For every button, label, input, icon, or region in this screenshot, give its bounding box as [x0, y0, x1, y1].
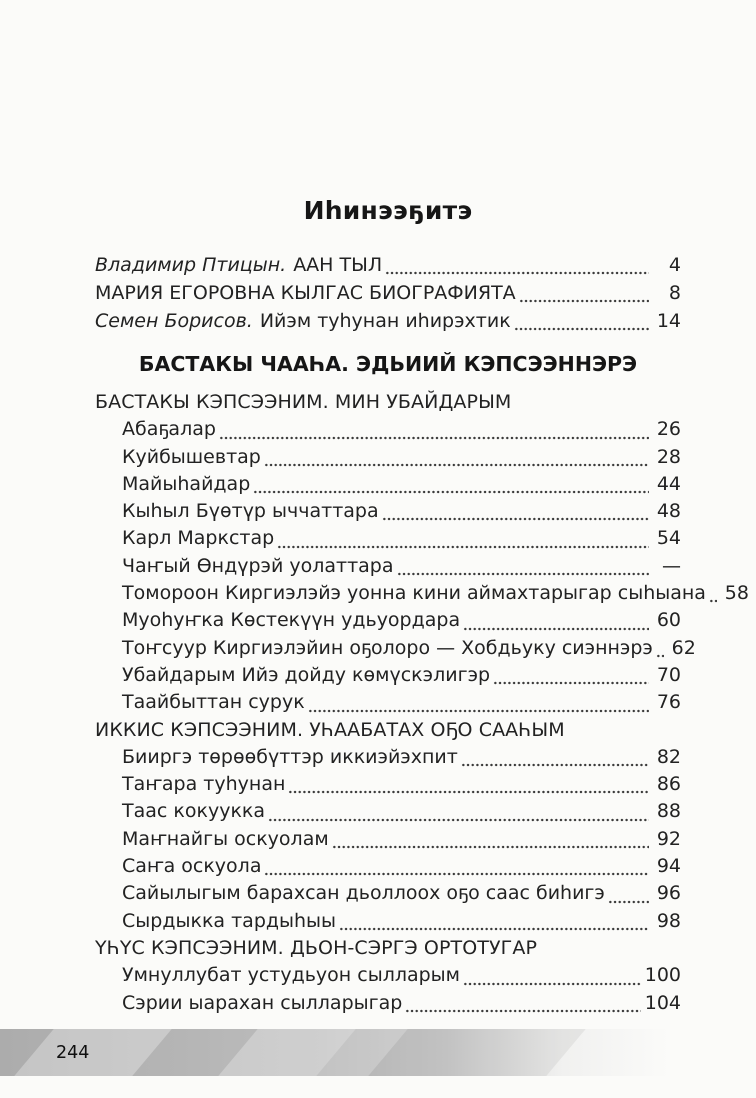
entry-label	[95, 307, 511, 335]
toc-entry-row	[95, 416, 681, 443]
toc-entry-row	[95, 826, 681, 853]
toc-entry-row	[95, 689, 681, 716]
toc-entry-row	[95, 853, 681, 880]
toc-entry-row	[95, 580, 749, 607]
entry-page-number: 48	[656, 500, 681, 523]
dot-leader	[461, 751, 649, 771]
toc-entry-row	[95, 607, 681, 634]
entry-page-number: 4	[668, 254, 681, 276]
footer-bar	[0, 1029, 720, 1076]
entry-title: Таҥара туһунан	[122, 773, 286, 796]
entry-title: Абаҕалар	[122, 418, 216, 441]
entry-title: Таайбыттан сурук	[122, 691, 305, 714]
entry-page-number: 96	[656, 882, 681, 905]
entry-page-number: 82	[656, 745, 681, 768]
entry-author: Семен Борисов.	[95, 310, 253, 332]
entry-title: ААН ТЫЛ	[293, 254, 383, 276]
entry-title: Майыһайдар	[122, 472, 251, 495]
toc-entry-row	[95, 553, 681, 580]
entry-title: Куйбышевтар	[122, 445, 261, 468]
toc-entry-row	[95, 251, 681, 279]
entry-title: Муоһуҥка Көстекүүн удьуордара	[122, 609, 461, 632]
dot-leader	[656, 642, 664, 662]
toc-entry-row	[95, 962, 681, 989]
toc-entry-row	[95, 662, 681, 689]
dot-leader	[405, 997, 640, 1017]
section-heading-row	[95, 935, 681, 962]
footer-stripe	[306, 1029, 596, 1076]
toc-entry-row	[95, 908, 681, 935]
toc-entry-row	[95, 444, 681, 471]
toc-entry-row	[95, 744, 681, 771]
toc-entry-row	[95, 471, 681, 498]
entry-title: Чаҥый Өндүрэй уолаттара	[122, 554, 394, 577]
toc-content	[95, 196, 749, 1017]
dot-leader	[519, 287, 649, 307]
toc-entry-row	[95, 990, 681, 1017]
dot-leader	[268, 806, 649, 826]
entry-label	[95, 279, 516, 307]
entry-title: МАРИЯ ЕГОРОВНА КЫЛГАС БИОГРАФИЯТА	[95, 282, 516, 304]
dot-leader	[385, 259, 649, 279]
dot-leader	[264, 860, 649, 880]
section-heading-row	[95, 717, 681, 744]
entry-page-number: 104	[644, 991, 681, 1014]
entry-page-number: 94	[656, 855, 681, 878]
dot-leader	[288, 778, 649, 798]
dot-leader	[277, 533, 649, 553]
dot-leader	[493, 669, 649, 689]
entry-page-number: 62	[671, 636, 696, 659]
entry-title: Кыһыл Бүөтүр ыччаттара	[122, 500, 379, 523]
entry-page-number: 26	[656, 418, 681, 441]
toc-entry-row	[95, 307, 681, 335]
entry-page-number: 92	[656, 827, 681, 850]
toc-entry-row	[95, 525, 681, 552]
entry-title: Сэрии ыарахан сылларыгар	[122, 991, 403, 1014]
entry-page-number: 86	[656, 773, 681, 796]
section-heading-row	[95, 389, 681, 416]
entry-page-number: 14	[656, 310, 681, 332]
entry-title: Ийэм туһунан иһирэхтик	[259, 310, 511, 332]
dot-leader	[463, 615, 649, 635]
entry-label	[95, 251, 382, 279]
dot-leader	[397, 560, 650, 580]
entry-title: Карл Маркстар	[122, 527, 275, 550]
entry-page-number: 100	[644, 964, 681, 987]
dot-leader	[463, 970, 641, 990]
toc-title: Иһинээҕитэ	[303, 196, 473, 225]
part-heading: БАСТАКЫ ЧААҺА. ЭДЬИИЙ КЭПСЭЭННЭРЭ	[138, 352, 638, 376]
toc-entry-row	[95, 279, 681, 307]
entry-title: Томороон Киргиэлэйэ уонна кини аймахтарыгар сыһыана	[122, 582, 706, 605]
dot-leader	[382, 505, 649, 525]
entry-title: Бииргэ төрөөбүттэр иккиэйэхпит	[122, 745, 458, 768]
entry-author: Владимир Птицын.	[95, 254, 287, 276]
entry-title: Таас кокуукка	[122, 800, 266, 823]
entry-page-number: 58	[724, 582, 749, 605]
entry-page-number: 28	[656, 445, 681, 468]
dot-leader	[308, 697, 649, 717]
entry-title: Маҥнайгы оскуолам	[122, 827, 329, 850]
entry-page-number: 44	[656, 472, 681, 495]
toc-entry-row	[95, 771, 681, 798]
entry-page-number: —	[662, 554, 681, 577]
toc-entry-row	[95, 798, 681, 825]
dot-leader	[264, 451, 649, 471]
entry-title: Сырдыкка тардыһыы	[122, 909, 337, 932]
toc-entry-row	[95, 880, 681, 907]
section-heading: БАСТАКЫ КЭПСЭЭНИМ. МИН УБАЙДАРЫМ	[95, 391, 512, 413]
dot-leader	[253, 478, 649, 498]
entry-title: Убайдарым Ийэ дойду көмүскэлигэр	[122, 663, 491, 686]
dot-leader	[709, 587, 717, 607]
entry-page-number: 88	[656, 800, 681, 823]
entry-title: Умнуллубат устудьуон сылларым	[122, 964, 461, 987]
entry-title: Сайылыгым барахсан дьоллоох оҕо саас биһигэ	[122, 882, 605, 905]
dot-leader	[332, 833, 649, 853]
entry-page-number: 98	[656, 909, 681, 932]
entry-page-number: 76	[656, 691, 681, 714]
entry-page-number: 54	[656, 527, 681, 550]
entry-page-number: 70	[656, 663, 681, 686]
toc-front-matter	[95, 251, 681, 335]
dot-leader	[608, 888, 649, 908]
entry-page-number: 8	[668, 282, 681, 304]
entry-page-number: 60	[656, 609, 681, 632]
dot-leader	[514, 315, 649, 335]
dot-leader	[219, 424, 649, 444]
toc-entry-row	[95, 498, 681, 525]
section-heading: ҮҺҮС КЭПСЭЭНИМ. ДЬОН-СЭРГЭ ОРТОТУГАР	[95, 936, 538, 959]
toc-entry-row	[95, 635, 696, 662]
dot-leader	[339, 915, 649, 935]
section-heading: ИККИС КЭПСЭЭНИМ. УҺААБАТАХ ОҔО СААҺЫМ	[95, 718, 565, 741]
entry-title: Тоҥсуур Киргиэлэйин оҕолоро — Хобдьуку сиэннэрэ	[122, 636, 653, 659]
page-number: 244	[56, 1042, 90, 1063]
entry-title: Саҥа оскуола	[122, 855, 262, 878]
footer-stripe	[4, 1029, 182, 1076]
